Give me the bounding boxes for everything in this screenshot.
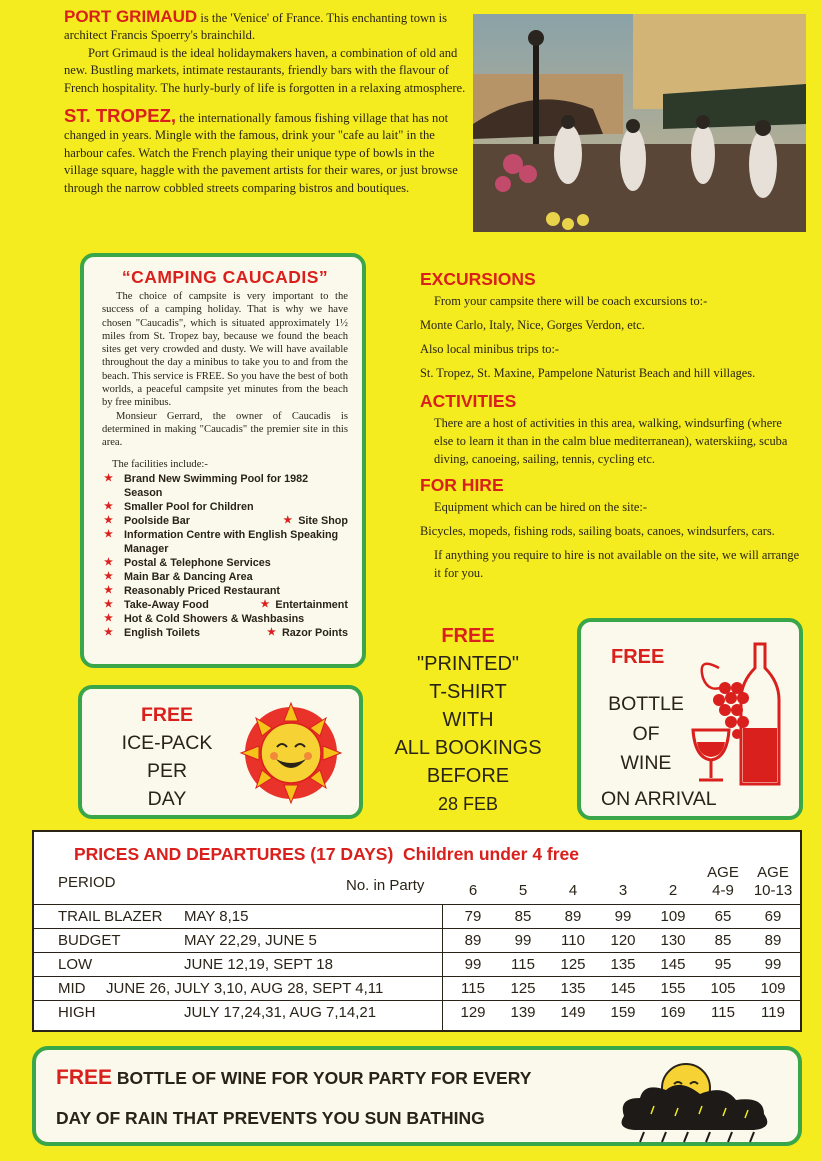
hire-text-1: Equipment which can be hired on the site:-	[434, 500, 647, 514]
price-cell: 109	[760, 980, 786, 997]
age-4-9-label: AGE	[707, 864, 739, 881]
rain-offer-text-1: BOTTLE OF WINE FOR YOUR PARTY FOR EVERY	[112, 1068, 532, 1088]
intro-section	[64, 8, 466, 197]
period-name: TRAIL BLAZER	[58, 908, 163, 925]
price-cell: 145	[610, 980, 636, 997]
price-cell: 105	[710, 980, 736, 997]
activities-text: There are a host of activities in this area, walking, windsurfing (where else to learn it than in the calm blue mediterranean), waterskiing, scuba diving, canoeing, sailing, tennis, cycling etc.	[434, 416, 788, 466]
price-cell: 139	[510, 1004, 536, 1021]
party-size-header: 4	[568, 882, 578, 899]
price-cell: 115	[511, 956, 535, 973]
party-size-header: 6	[468, 882, 478, 899]
facilities-intro: The facilities include:-	[112, 458, 208, 470]
period-name: BUDGET	[58, 932, 121, 949]
wine-line-3: WINE	[620, 752, 672, 774]
facility-secondary	[260, 598, 348, 612]
star-icon: ★	[104, 556, 113, 568]
icepack-line-2: PER	[146, 760, 188, 782]
price-cell: 145	[660, 956, 686, 973]
excursions-text-2: Monte Carlo, Italy, Nice, Gorges Verdon, etc.	[420, 318, 645, 332]
price-cell: 119	[761, 1004, 785, 1021]
facility-secondary	[267, 626, 348, 640]
prices-title-text: PRICES AND DEPARTURES (17 DAYS)	[74, 844, 394, 864]
facility-label-secondary: Entertainment	[275, 598, 348, 611]
market-photo	[473, 14, 806, 232]
facility-label-secondary: Site Shop	[298, 514, 348, 527]
price-row	[34, 904, 800, 928]
price-cell: 95	[714, 956, 732, 973]
facility-item	[102, 556, 348, 570]
price-cell: 65	[714, 908, 732, 925]
free-icepack-box	[78, 685, 363, 819]
camping-paragraph-1: The choice of campsite is very important to the success of a camping holiday. That is why we have chosen "Caucadis", which is situated approximately 1½ miles from St. Tropez bay, because we found the beach sites get very crowded and dusty. We will have available throughout the day a minibus to take you to and from the beach. This service is FREE. So you have the best of both worlds, a peaceful campsite yet minutes from the beach by free minibus.	[102, 291, 348, 409]
facility-item	[102, 500, 348, 514]
price-cell: 135	[560, 980, 586, 997]
facility-item	[102, 626, 348, 640]
star-icon: ★	[104, 472, 113, 484]
facility-label: Poolside Bar	[124, 514, 190, 527]
star-icon: ★	[104, 612, 113, 624]
rain-free-label: FREE	[56, 1066, 113, 1089]
price-cell: 130	[660, 932, 686, 949]
facility-label: Hot & Cold Showers & Washbasins	[124, 612, 305, 625]
price-cell: 135	[610, 956, 636, 973]
star-icon: ★	[104, 528, 113, 540]
price-cell: 169	[660, 1004, 686, 1021]
hire-text-2: Bicycles, mopeds, fishing rods, sailing boats, canoes, windsurfers, cars.	[420, 524, 775, 538]
price-cell: 89	[464, 932, 482, 949]
party-header: No. in Party	[346, 877, 425, 894]
prices-title	[74, 844, 579, 865]
price-cell: 99	[764, 956, 782, 973]
price-cell: 125	[560, 956, 586, 973]
rain-offer-line-1	[56, 1066, 531, 1090]
facility-label: Brand New Swimming Pool for 1982 Season	[124, 472, 309, 499]
smiling-sun-icon	[232, 701, 350, 805]
facility-label: Main Bar & Dancing Area	[124, 570, 253, 583]
star-icon: ★	[104, 626, 113, 638]
facility-item	[102, 598, 348, 612]
tshirt-line-5: BEFORE	[426, 765, 510, 787]
wine-bottle-glass-icon	[689, 638, 785, 788]
price-cell: 69	[764, 908, 782, 925]
star-icon: ★	[104, 584, 113, 596]
excursions-text-4: St. Tropez, St. Maxine, Pampelone Naturist Beach and hill villages.	[420, 366, 756, 380]
facilities-list	[102, 472, 348, 640]
star-icon: ★	[283, 514, 293, 526]
camping-caucadis-box	[80, 253, 366, 668]
period-name: MID	[58, 980, 86, 997]
icepack-text	[92, 701, 242, 813]
rain-offer-box	[32, 1046, 802, 1146]
star-icon: ★	[104, 598, 113, 610]
wine-free-label: FREE	[611, 646, 665, 668]
age-10-13-label: AGE	[757, 864, 789, 881]
party-size-header: 5	[518, 882, 528, 899]
hire-text-3: If anything you require to hire is not available on the site, we will arrange it for you.	[434, 548, 800, 580]
period-header: PERIOD	[58, 874, 116, 891]
st-tropez-heading: ST. TROPEZ,	[64, 105, 177, 127]
price-cell: 89	[564, 908, 582, 925]
period-dates: JUNE 26, JULY 3,10, AUG 28, SEPT 4,11	[106, 980, 384, 997]
children-free-note: Children under 4 free	[403, 844, 580, 864]
age-10-13-range: 10-13	[753, 882, 793, 899]
price-row	[34, 1000, 800, 1024]
age-4-9-header	[698, 864, 748, 900]
price-cell: 79	[464, 908, 482, 925]
port-grimaud-text: is the 'Venice' of France. This enchanting town is architect Francis Spoerry's brainchild.	[64, 11, 447, 43]
price-cell: 155	[660, 980, 686, 997]
price-cell: 115	[711, 1004, 735, 1021]
tshirt-free-label: FREE	[441, 625, 495, 647]
facility-label-secondary: Razor Points	[282, 626, 348, 639]
tshirt-line-3: WITH	[442, 709, 494, 731]
price-cell: 109	[660, 908, 686, 925]
facility-secondary	[283, 514, 348, 528]
price-cell: 99	[614, 908, 632, 925]
star-icon: ★	[104, 500, 113, 512]
star-icon: ★	[104, 514, 113, 526]
tshirt-line-2: T-SHIRT	[429, 681, 507, 703]
hire-heading: FOR HIRE	[420, 475, 504, 495]
price-row	[34, 952, 800, 976]
camping-paragraph-2: Monsieur Gerrard, the owner of Caucadis is determined in making "Caucadis" the premier site in this area.	[102, 410, 348, 449]
party-size-header: 2	[668, 882, 678, 899]
facility-label: Information Centre with English Speaking Manager	[124, 528, 339, 555]
market-photo-image	[473, 14, 806, 232]
facility-item	[102, 514, 348, 528]
facility-label: English Toilets	[124, 626, 200, 639]
excursions-text-3: Also local minibus trips to:-	[420, 342, 560, 356]
facility-item	[102, 584, 348, 598]
facility-item	[102, 528, 348, 556]
tshirt-line-1: "PRINTED"	[417, 653, 519, 675]
price-cell: 85	[514, 908, 532, 925]
free-wine-box	[577, 618, 803, 820]
party-size-header: 3	[618, 882, 628, 899]
price-cell: 115	[461, 980, 485, 997]
prices-table	[32, 830, 802, 1032]
price-cell: 125	[510, 980, 536, 997]
star-icon: ★	[267, 626, 276, 638]
icepack-line-3: DAY	[147, 788, 187, 810]
price-cell: 99	[514, 932, 532, 949]
tshirt-line-4: ALL BOOKINGS	[394, 737, 542, 759]
activities-heading: ACTIVITIES	[420, 391, 517, 411]
price-cell: 85	[714, 932, 732, 949]
price-cell: 110	[561, 932, 585, 949]
price-cell: 159	[610, 1004, 636, 1021]
port-grimaud-paragraph	[64, 8, 466, 45]
tshirt-line-6: 28 FEB	[437, 794, 499, 814]
price-row	[34, 976, 800, 1000]
port-grimaud-text-2: Port Grimaud is the ideal holidaymakers haven, a combination of old and new. Bustling markets, intimate restaurants, friendly bars with the flavour of French hospitality. The hurly-burly of life is forgotten in a relaxing atmosphere.	[64, 45, 466, 95]
age-4-9-range: 4-9	[712, 882, 734, 899]
period-name: HIGH	[58, 1004, 96, 1021]
price-cell: 120	[610, 932, 636, 949]
facility-label: Take-Away Food	[124, 598, 209, 611]
rain-cloud-sun-icon	[614, 1058, 782, 1144]
star-icon: ★	[260, 598, 270, 610]
excursions-heading: EXCURSIONS	[420, 269, 536, 289]
free-tshirt-offer	[378, 622, 558, 818]
info-column	[420, 268, 804, 588]
wine-line-2: OF	[632, 722, 660, 745]
table-divider	[442, 904, 443, 1030]
camping-title: “CAMPING CAUCADIS”	[121, 267, 329, 287]
camping-description	[102, 290, 348, 450]
period-dates: MAY 8,15	[184, 908, 249, 925]
period-dates: JUNE 12,19, SEPT 18	[184, 956, 333, 973]
wine-line-1: BOTTLE	[608, 693, 684, 715]
icepack-free-label: FREE	[140, 704, 193, 726]
rain-offer-line-2: DAY OF RAIN THAT PREVENTS YOU SUN BATHING	[56, 1108, 485, 1128]
st-tropez-paragraph	[64, 107, 466, 197]
price-cell: 89	[764, 932, 782, 949]
wine-line-4: ON ARRIVAL	[601, 788, 717, 810]
st-tropez-text: the internationally famous fishing village that has not changed in years. Mingle with the famous, drink your "cafe au lait" in the harbour cafes. Watch the French playing their unique type of bowls in the village square, haggle with the pavement artists for their wares, or just browse through the narrow cobbled streets comparing bistros and boutiques.	[64, 111, 458, 195]
period-dates: JULY 17,24,31, AUG 7,14,21	[184, 1004, 377, 1021]
period-dates: MAY 22,29, JUNE 5	[184, 932, 317, 949]
price-cell: 129	[460, 1004, 486, 1021]
price-cell: 99	[464, 956, 482, 973]
port-grimaud-heading: PORT GRIMAUD	[64, 7, 198, 26]
facility-label: Smaller Pool for Children	[124, 500, 254, 513]
period-name: LOW	[58, 956, 93, 973]
excursions-text-1: From your campsite there will be coach excursions to:-	[434, 294, 708, 308]
age-10-13-header	[748, 864, 798, 900]
icepack-line-1: ICE-PACK	[121, 732, 213, 754]
wine-text	[591, 690, 701, 779]
facility-item	[102, 472, 348, 500]
facility-label: Reasonably Priced Restaurant	[124, 584, 281, 597]
facility-item	[102, 570, 348, 584]
facility-item	[102, 612, 348, 626]
facility-label: Postal & Telephone Services	[124, 556, 271, 569]
star-icon: ★	[104, 570, 113, 582]
price-cell: 149	[560, 1004, 586, 1021]
price-row	[34, 928, 800, 952]
